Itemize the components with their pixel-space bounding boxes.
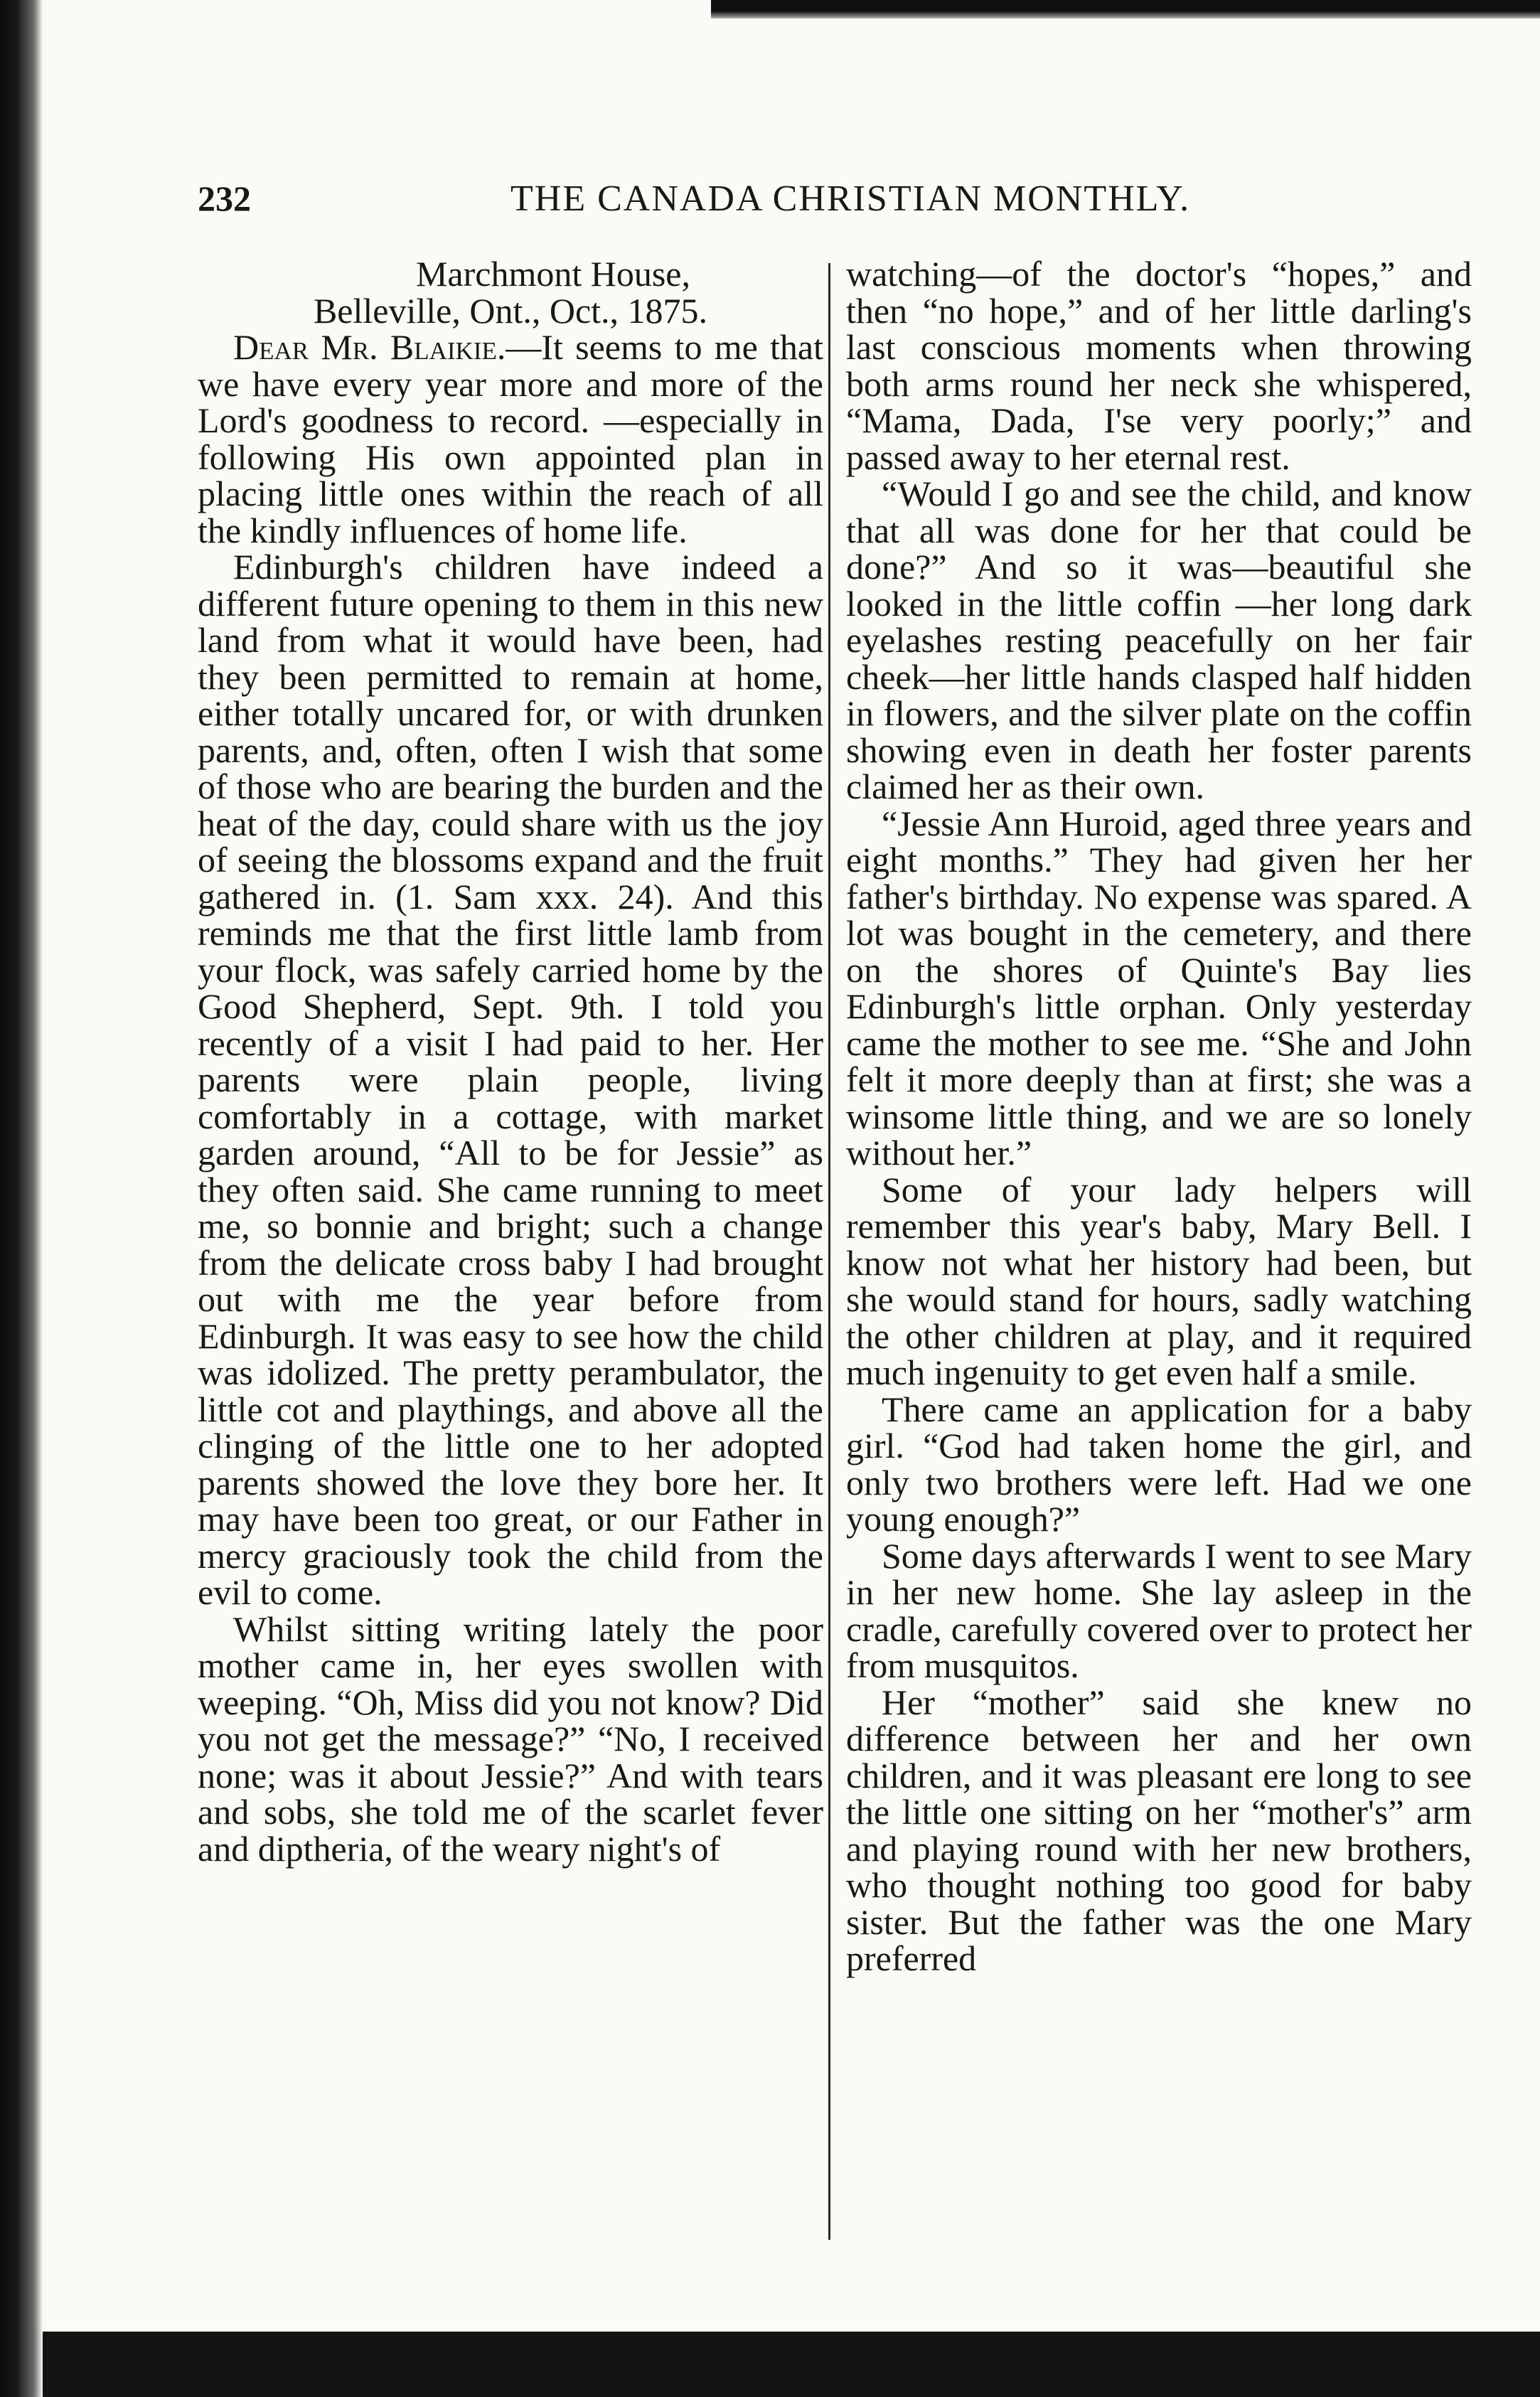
scan-left-edge (0, 0, 43, 2397)
paragraph: Some days afterwards I went to see Mary in her new home. She lay asleep in the cradle, carefully covered over to protect her from musquitos. (846, 1535, 1472, 1685)
paragraph: Her “mother” said she knew no difference between her and her own children, and it was pleasant ere long to see the little one sitting on her “mother's” arm and playing round with her new brothers, who thought nothing too good for baby sister. But the father was the one Mary preferred (846, 1682, 1472, 1978)
paragraph: Edinburgh's children have indeed a different future opening to them in this new land from what it would have been, had they been permitted to remain at home, either totally uncared for, or with drunken parents, and, often, often I wish that some of those who are bearing the burden and the heat of the day, could share with us the joy of seeing the blossoms expand and the fruit gathered in. (1. Sam xxx. 24). And this reminds me that the first little lamb from your flock, was safely carried home by the Good Shepherd, Sept. 9th. I told you recently of a visit I had paid to her. Her parents were plain people, living comfortably in a cottage, with market garden around, “All to be for Jessie” as they often said. She came running to meet me, so bonnie and bright; such a change from the delicate cross baby I had brought out with me the year before from Edinburgh. It was easy to see how the child was idolized. The pretty perambulator, the little cot and playthings, and above all the clinging of the little one to her adopted parents showed the love they bore her. It may have been too great, or our Father in mercy graciously took the child from the evil to come. (198, 547, 823, 1612)
paragraph: “Would I go and see the child, and know that all was done for her that could be done?” And so it was—beautiful she looked in the little coffin —her long dark eyelashes resting peacefully on her fair cheek—her little hands clasped half hidden in flowers, and the silver plate on the coffin showing even in death her foster parents claimed her as their own. (846, 474, 1472, 806)
column-divider (828, 263, 830, 2240)
page-number: 232 (198, 178, 251, 218)
paragraph: There came an application for a baby girl. “God had taken home the girl, and only two brothers were left. Had we one young enough?” (846, 1389, 1472, 1539)
paragraph-text: —It seems to me that we have every year more and more of the Lord's goodness to record. —especially in following His own appointed plan in placing little ones within the reach of all the kindly influences of home life. (198, 327, 823, 550)
paragraph: watching—of the doctor's “hopes,” and then “no hope,” and of her little darling's last conscious moments when throwing both arms round her neck she whispered, “Mama, Dada, I'se very poorly;” and passed away to her eternal rest. (846, 254, 1472, 477)
paragraph: Whilst sitting writing lately the poor mother came in, her eyes swollen with weeping. “Oh, Miss did you not know? Did you not get the message?” “No, I received none; was it about Jessie?” And with tears and sobs, she told me of the scarlet fever and diptheria, of the weary night's of (198, 1608, 823, 1869)
paragraph: Some of your lady helpers will remember this year's baby, Mary Bell. I know not what her history had been, but she would stand for hours, sadly watching the other children at play, and it required much ingenuity to get even half a smile. (846, 1169, 1472, 1392)
left-column (198, 256, 823, 1867)
scan-top-rule (711, 0, 1540, 18)
salutation: Dear Mr. Blaikie. (233, 327, 506, 367)
paragraph: “Jessie Ann Huroid, aged three years and eight months.” They had given her her father's birthday. No expense was spared. A lot was bought in the cemetery, and there on the shores of Quinte's Bay lies Edinburgh's little orphan. Only yesterday came the mother to see me. “She and John felt it more deeply than at first; she was a winsome little thing, and we are so lonely without her.” (846, 803, 1472, 1173)
scan-bottom-bar (43, 2332, 1540, 2397)
address-line-1: Marchmont House, (415, 254, 691, 294)
running-title: THE CANADA CHRISTIAN MONTHLY. (510, 178, 1191, 219)
page-header (198, 178, 1485, 228)
letter-opening-paragraph (198, 329, 823, 549)
right-column (846, 256, 1472, 1977)
address-line-2: Belleville, Ont., Oct., 1875. (313, 290, 708, 331)
